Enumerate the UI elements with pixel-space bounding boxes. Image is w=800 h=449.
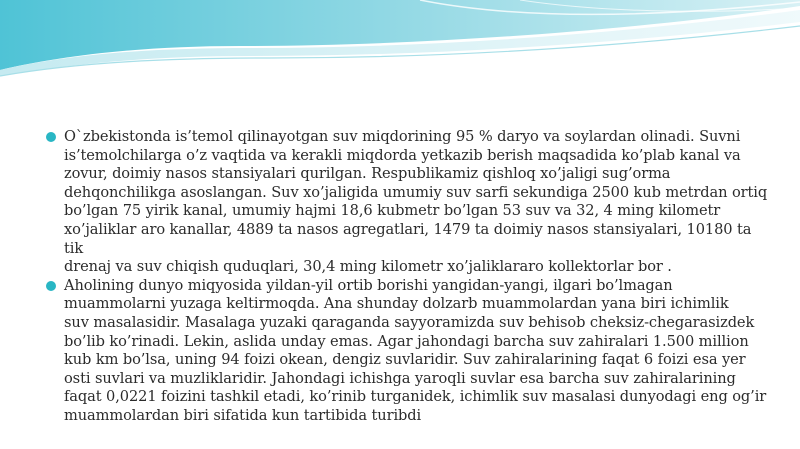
wave-header-decoration [0,0,800,80]
bullet-text-1: O`zbekistonda is’temol qilinayotgan suv miqdorining 95 % daryo va soylardan olinadi. Suvni is’temolchilarga o’z vaqtida va kerakli miqdorda yetkazib berish maqsadida ko’plab kanal va zovur, doimiy nasos stansiyalari qurilgan. Respublikamiz qishloq xo’jaligi sug’orma dehqonchilikga asoslangan. Suv xo’jaligida umumiy suv sarfi sekundiga 2500 kub metrdan ortiq bo’lgan 75 yirik kanal, umumiy hajmi 18,6 kubmetr bo’lgan 53 suv va 32, 4 ming kilometr xo’jaliklar aro kanallar, 4889 ta nasos agregatlari, 1479 ta doimiy nasos stansiyalari, 10180 ta tik drenaj va suv chiqish quduqlari, 30,4 ming kilometr xo’jaliklararo kollektorlar bor . [64,128,768,276]
bullet-dot-icon [46,132,56,142]
bullet-item-2 [44,277,772,426]
bullet-text-2: Aholining dunyo miqyosida yildan-yil ortib borishi yangidan-yangi, ilgari bo’lmagan muammolarni yuzaga keltirmoqda. Ana shunday dolzarb muammolardan yana biri ichimlik suv masalasidir. Masalaga yuzaki qaraganda sayyoramizda suv behisob cheksiz-chegarasizdek bo’lib ko’rinadi. Lekin, aslida unday emas. Agar jahondagi barcha suv zahiralari 1.500 million kub km bo’lsa, uning 94 foizi okean, dengiz suvlaridir. Suv zahiralarining faqat 6 foizi esa yer osti suvlari va muzliklaridir. Jahondagi ichishga yaroqli suvlar esa barcha suv zahiralarining faqat 0,0221 foizini tashkil etadi, ko’rinib turganidek, ichimlik suv masalasi dunyodagi eng og’ir muammolardan biri sifatida kun tartibida turibdi [64,276,767,424]
bullet-item-1 [44,128,772,277]
bullet-list [44,128,772,426]
bullet-dot-icon [46,281,56,291]
